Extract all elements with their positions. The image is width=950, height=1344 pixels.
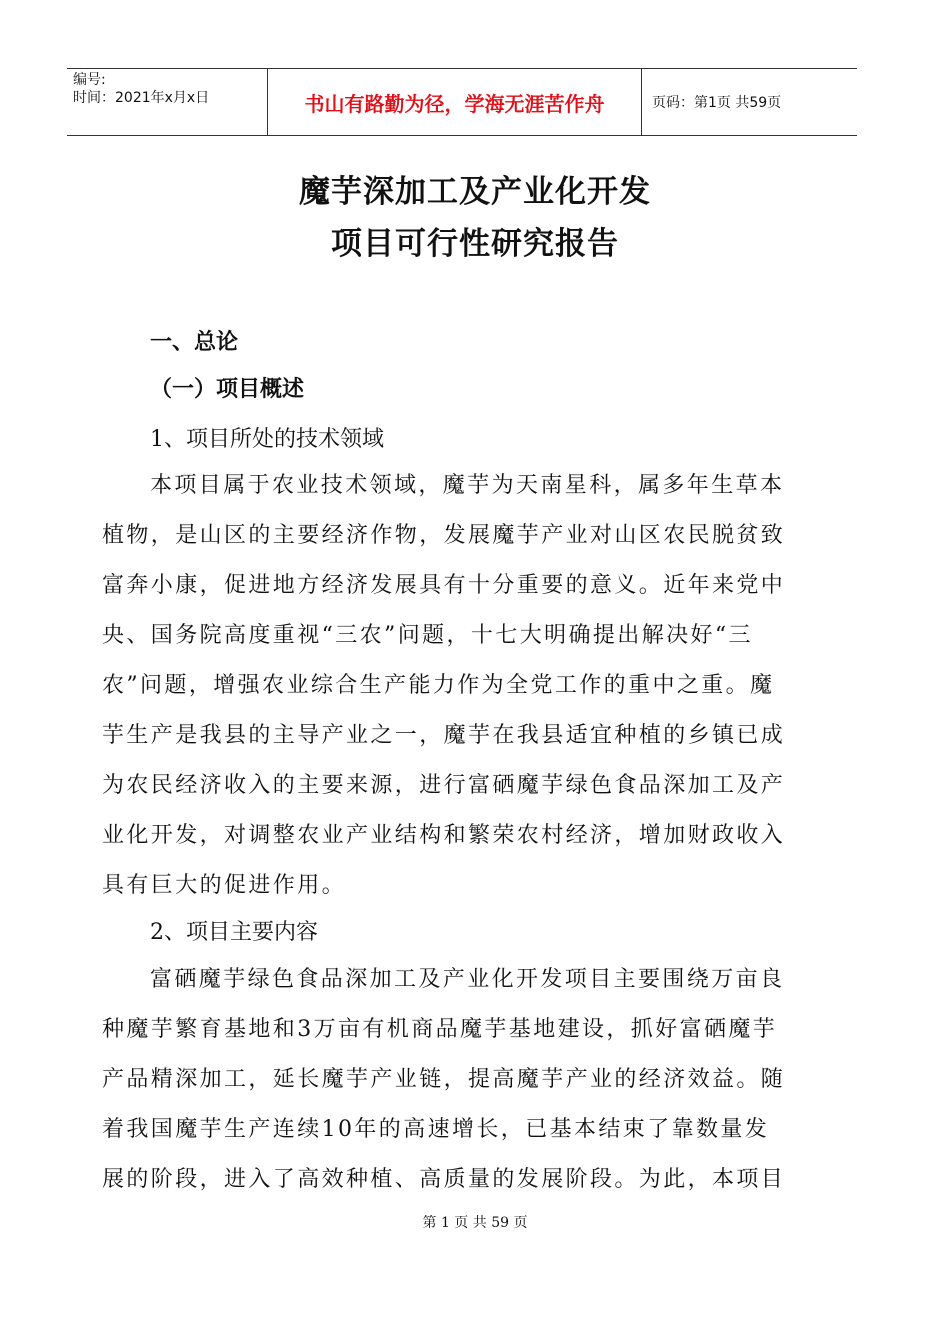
paragraph-line: 农”问题，增强农业综合生产能力作为全党工作的重中之重。魔 <box>102 673 775 698</box>
paragraph-line: 种魔芋繁育基地和3万亩有机商品魔芋基地建设，抓好富硒魔芋 <box>102 1017 778 1042</box>
paragraph-line: 植物，是山区的主要经济作物，发展魔芋产业对山区农民脱贫致 <box>102 523 786 548</box>
paragraph-line: 芋生产是我县的主导产业之一，魔芋在我县适宜种植的乡镇已成 <box>102 723 786 748</box>
paragraph-line: 产品精深加工，延长魔芋产业链，提高魔芋产业的经济效益。随 <box>102 1067 786 1092</box>
paragraph-line: 富硒魔芋绿色食品深加工及产业化开发项目主要围绕万亩良 <box>150 967 785 992</box>
item-heading-main-content: 2、项目主要内容 <box>150 920 318 945</box>
paragraph-tech-field <box>102 461 832 911</box>
document-title-line-1: 魔芋深加工及产业化开发 <box>299 174 651 210</box>
paragraph-main-content <box>102 955 832 1205</box>
section-heading-general: 一、总论 <box>150 330 239 355</box>
header-meta-cell <box>67 69 268 135</box>
document-number-label: 编号: <box>73 72 106 88</box>
header-motto-cell <box>268 69 642 135</box>
document-title-line-2: 项目可行性研究报告 <box>331 226 619 262</box>
document-header-table <box>67 68 857 136</box>
header-page-cell <box>642 69 857 135</box>
paragraph-line: 业化开发，对调整农业产业结构和繁荣农村经济，增加财政收入 <box>102 823 786 848</box>
paragraph-line: 着我国魔芋生产连续10年的高速增长，已基本结束了靠数量发 <box>102 1117 770 1142</box>
header-page-info: 页码：第1页 共59页 <box>652 95 782 111</box>
paragraph-line: 富奔小康，促进地方经济发展具有十分重要的意义。近年来党中 <box>102 573 786 598</box>
document-time-label: 时间：2021年x月x日 <box>73 90 210 106</box>
paragraph-line: 为农民经济收入的主要来源，进行富硒魔芋绿色食品深加工及产 <box>102 773 786 798</box>
subsection-heading-overview: （一）项目概述 <box>150 377 305 402</box>
page-footer: 第 1 页 共 59 页 <box>422 1215 528 1231</box>
paragraph-line: 本项目属于农业技术领域，魔芋为天南星科，属多年生草本 <box>150 473 785 498</box>
paragraph-line: 具有巨大的促进作用。 <box>102 873 347 898</box>
paragraph-line: 展的阶段，进入了高效种植、高质量的发展阶段。为此，本项目 <box>102 1167 786 1192</box>
header-motto: 书山有路勤为径，学海无涯苦作舟 <box>304 91 605 116</box>
item-heading-tech-field: 1、项目所处的技术领域 <box>150 427 384 452</box>
paragraph-line: 央、国务院高度重视“三农”问题，十七大明确提出解决好“三 <box>102 623 753 648</box>
